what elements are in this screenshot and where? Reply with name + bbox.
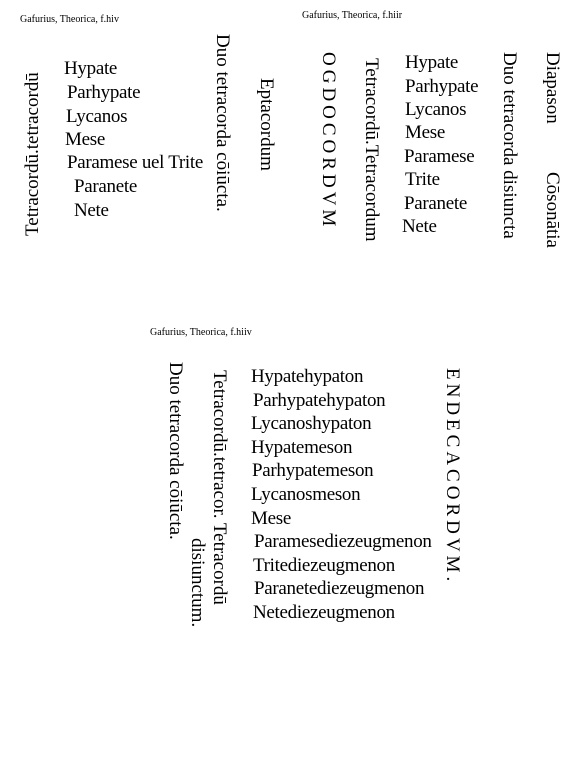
pitch-label: Hypate bbox=[64, 58, 118, 79]
figure3-left-label: Duo tetracorda cōiūcta. bbox=[165, 362, 186, 540]
figure2-caption: Gafurius, Theorica, f.hiir bbox=[302, 10, 403, 21]
pitch-label: Paramese bbox=[404, 146, 475, 167]
pitch-label: Parhypatemeson bbox=[252, 460, 374, 481]
pitch-label: Lycanos bbox=[405, 99, 467, 120]
figure3-caption: Gafurius, Theorica, f.hiiv bbox=[150, 327, 252, 338]
figure2-consonantia-label: Cōsonātia bbox=[542, 172, 563, 248]
figure2-left-label: Tetracordū.Tetracordum bbox=[361, 58, 382, 242]
pitch-label: Trite bbox=[405, 169, 440, 190]
pitch-label: Nete bbox=[74, 200, 109, 221]
pitch-label: Paranete bbox=[404, 193, 468, 214]
figure2-right-label: Duo tetracorda disiuncta bbox=[499, 52, 520, 239]
pitch-label: Paranetediezeugmenon bbox=[254, 578, 425, 599]
pitch-label: Netediezeugmenon bbox=[253, 602, 395, 623]
pitch-label: Paranete bbox=[74, 176, 138, 197]
figure2-title: OGDOCORDVM bbox=[318, 52, 339, 231]
figure2-diapason-label: Diapason bbox=[542, 52, 563, 124]
pitch-label: Mese bbox=[251, 508, 291, 529]
pitch-label: Mese bbox=[65, 129, 105, 150]
figure1-right-label: Duo tetracorda cōiūcta. bbox=[212, 34, 233, 212]
pitch-label: Hypatehypaton bbox=[251, 366, 364, 387]
figure1-right-label-2: Eptacordum bbox=[256, 78, 277, 171]
pitch-label: Paramesediezeugmenon bbox=[254, 531, 432, 552]
pitch-label: Lycanosmeson bbox=[251, 484, 361, 505]
figure3-left-label-2: Tetracordū.tetracor. Tetracordū bbox=[209, 370, 230, 605]
pitch-label: Tritediezeugmenon bbox=[253, 555, 395, 576]
figure1-caption: Gafurius, Theorica, f.hiv bbox=[20, 14, 119, 25]
pitch-label: Paramese uel Trite bbox=[67, 152, 204, 173]
pitch-label: Lycanos bbox=[66, 106, 128, 127]
figure3-title: ENDECACORDVM. bbox=[442, 368, 463, 586]
pitch-label: Parhypatehypaton bbox=[253, 390, 386, 411]
figure3-left-label-3: disiunctum. bbox=[187, 538, 208, 628]
pitch-label: Parhypate bbox=[67, 82, 141, 103]
pitch-label: Mese bbox=[405, 122, 445, 143]
pitch-label: Hypate bbox=[405, 52, 459, 73]
pitch-label: Lycanoshypaton bbox=[251, 413, 372, 434]
pitch-label: Parhypate bbox=[405, 76, 479, 97]
pitch-label: Hypatemeson bbox=[251, 437, 353, 458]
pitch-label: Nete bbox=[402, 216, 437, 237]
figure1-left-label: Tetracordū.tetracordū bbox=[22, 72, 43, 236]
